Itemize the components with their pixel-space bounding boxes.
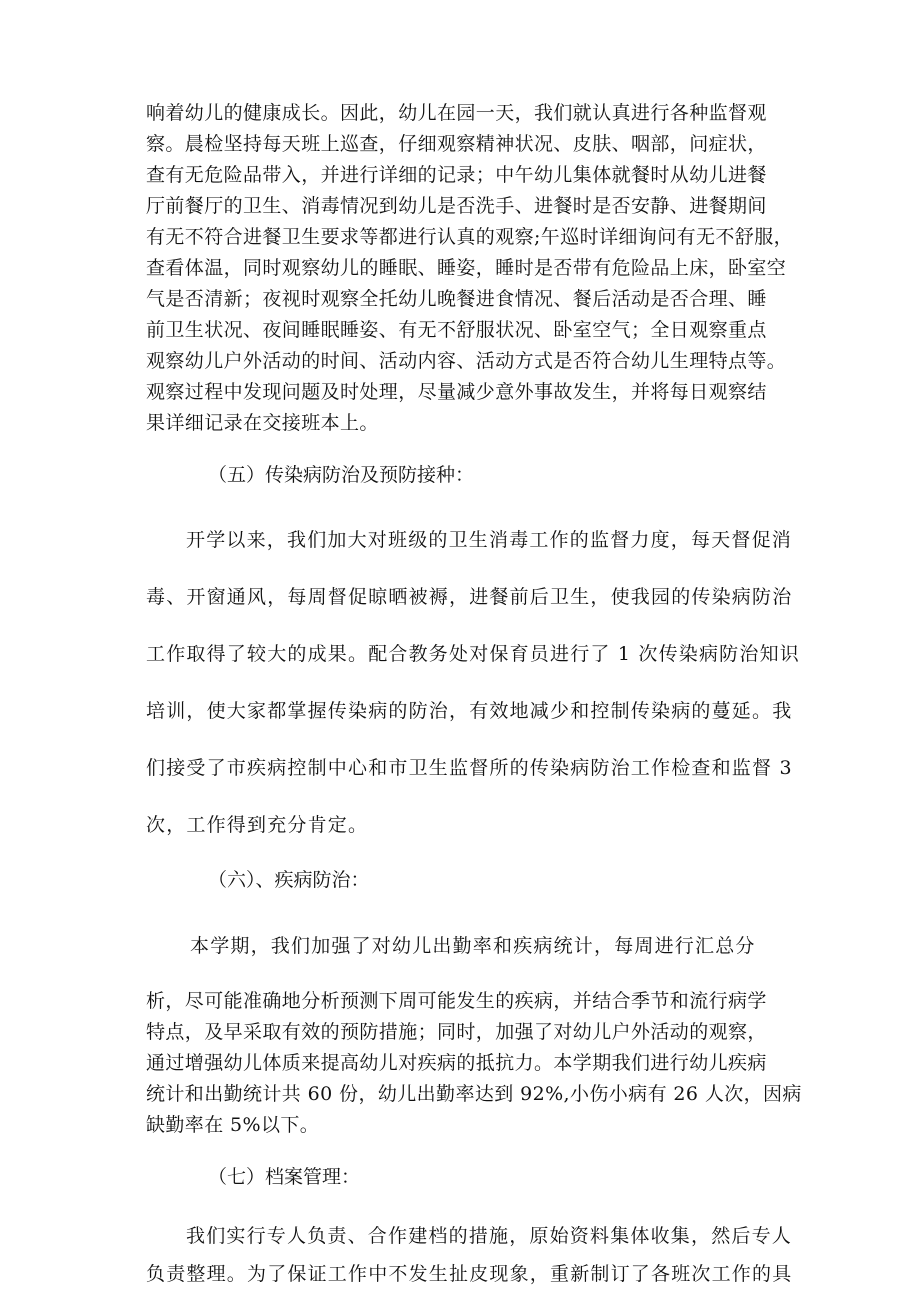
paragraph-line: 负责整理。为了保证工作中不发生扯皮现象，重新制订了各班次工作的具 [146,1263,793,1285]
paragraph-line: 前卫生状况、夜间睡眠睡姿、有无不舒服状况、卧室空气；全日观察重点 [146,319,767,341]
paragraph-line: 响着幼儿的健康成长。因此，幼儿在园一天，我们就认真进行各种监督观 [146,102,767,124]
paragraph-line: 有无不符合进餐卫生要求等都进行认真的观察;午巡时详细询问有无不舒服， [146,226,794,248]
paragraph-line: 察。晨检坚持每天班上巡查，仔细观察精神状况、皮肤、咽部，问症状， [146,133,767,155]
paragraph-line: 查看体温，同时观察幼儿的睡眠、睡姿，睡时是否带有危险品上床，卧室空 [146,257,787,279]
paragraph-line: 培训，使大家都掌握传染病的防治，有效地减少和控制传染病的蔓延。我 [146,700,793,722]
paragraph-line: 析，尽可能准确地分析预测下周可能发生的疾病，并结合季节和流行病学 [146,990,767,1012]
paragraph-line: 本学期，我们加强了对幼儿出勤率和疾病统计，每周进行汇总分 [190,935,756,957]
paragraph-line: 毒、开窗通风，每周督促晾晒被褥，进餐前后卫生，使我园的传染病防治 [146,586,793,608]
paragraph-line: 次，工作得到充分肯定。 [146,814,369,836]
paragraph-line: 果详细记录在交接班本上。 [146,412,379,434]
section-heading: （七）档案管理： [208,1166,361,1188]
paragraph-line: 统计和出勤统计共 60 份，幼儿出勤率达到 92%,小伤小病有 26 人次，因病 [146,1083,802,1105]
paragraph-line: 我们实行专人负责、合作建档的措施，原始资料集体收集，然后专人 [186,1225,793,1247]
section-heading: （五）传染病防治及预防接种： [208,464,475,486]
paragraph-line: 观察幼儿户外活动的时间、活动内容、活动方式是否符合幼儿生理特点等。 [146,350,787,372]
paragraph-line: 通过增强幼儿体质来提高幼儿对疾病的抵抗力。本学期我们进行幼儿疾病 [146,1052,767,1074]
paragraph-line: 气是否清新；夜视时观察全托幼儿晚餐进食情况、餐后活动是否合理、睡 [146,288,767,310]
paragraph-line: 们接受了市疾病控制中心和市卫生监督所的传染病防治工作检查和监督 3 [146,757,793,779]
paragraph-line: 缺勤率在 5%以下。 [146,1114,320,1136]
paragraph-line: 查有无危险品带入，并进行详细的记录；中午幼儿集体就餐时从幼儿进餐 [146,164,767,186]
paragraph-line: 开学以来，我们加大对班级的卫生消毒工作的监督力度，每天督促消 [186,529,793,551]
paragraph-line: 工作取得了较大的成果。配合教务处对保育员进行了 1 次传染病防治知识 [146,643,800,665]
paragraph-line: 观察过程中发现问题及时处理，尽量减少意外事故发生，并将每日观察结 [146,381,767,403]
paragraph-line: 厅前餐厅的卫生、消毒情况到幼儿是否洗手、进餐时是否安静、进餐期间 [146,195,767,217]
section-heading: （六）、疾病防治： [208,869,370,891]
paragraph-line: 特点，及早采取有效的预防措施；同时，加强了对幼儿户外活动的观察， [146,1021,767,1043]
